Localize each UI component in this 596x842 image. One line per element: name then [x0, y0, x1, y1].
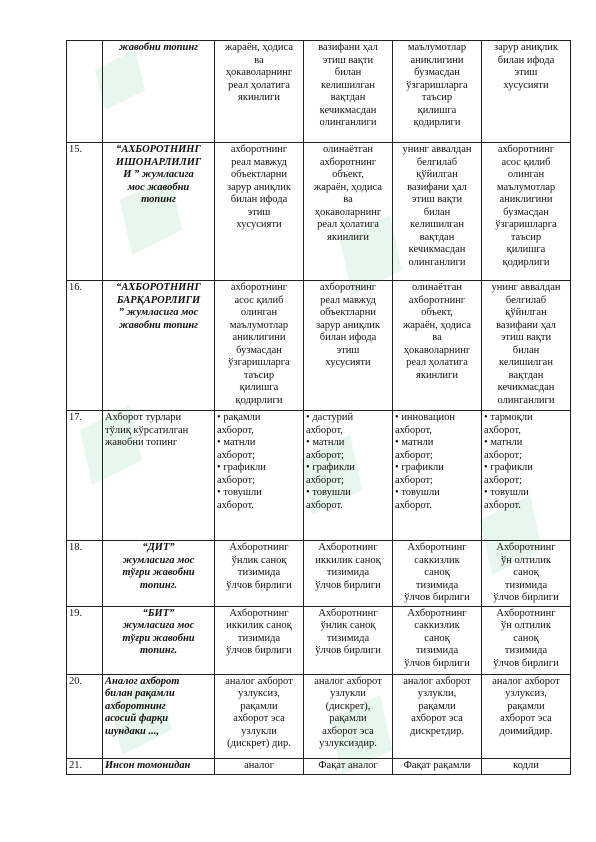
answer-option-4 — [482, 674, 571, 758]
question-number: 15. — [67, 143, 103, 281]
table-row — [67, 606, 571, 674]
answer-line: рақамли — [329, 713, 367, 724]
answer-line: вақтдан — [419, 231, 455, 243]
answer-line: тизимида — [415, 645, 459, 656]
answer-option-1 — [215, 674, 304, 758]
answer-line: ахборотнинг — [408, 294, 466, 306]
answer-option-4 — [482, 541, 571, 607]
answer-line: ўнлик саноқ — [320, 620, 376, 631]
question-line: жавобни топинг — [105, 437, 178, 448]
answer-line: кечикмасдан — [408, 244, 466, 255]
answer-line: • тармоқли — [484, 412, 568, 425]
question-line: билан рақамли — [105, 688, 175, 699]
answer-line: ҳокаволарнинг — [314, 206, 382, 218]
answer-line: олинганлиги — [319, 117, 377, 128]
answer-line: ахборот эса — [233, 713, 285, 724]
answer-option-3 — [393, 758, 482, 774]
answer-line: қилишга — [506, 244, 546, 255]
answer-line: вазифани ҳал — [407, 181, 467, 193]
question-number: 17. — [67, 411, 103, 541]
answer-option-2 — [304, 411, 393, 541]
answer-line: реал ҳолатига — [317, 219, 379, 230]
question-line: “ДИТ” — [142, 542, 175, 553]
answer-line: тизимида — [415, 579, 459, 591]
answer-line: саноқ — [513, 567, 539, 578]
answer-line: ўлчов бирлиги — [493, 592, 559, 603]
answer-option-2 — [304, 758, 393, 774]
answer-line: объектларни — [230, 169, 288, 180]
answer-line: вақтдан — [508, 369, 544, 381]
answer-line: ахборот. — [217, 499, 254, 511]
answer-line: маълумотлар — [229, 319, 289, 331]
answer-line: Ахборотнинг — [496, 542, 556, 553]
question-line: тўғри жавобни — [122, 632, 195, 644]
question-line: Инсон томонидан — [105, 759, 191, 771]
answer-line: келишилган — [410, 219, 464, 230]
table-row — [67, 674, 571, 758]
answer-line: зарур аниқлик — [226, 181, 291, 193]
answer-line: келишилган — [499, 357, 553, 368]
answer-line: объект, — [332, 169, 364, 180]
answer-option-3 — [393, 411, 482, 541]
answer-line: аниклигини — [499, 194, 553, 205]
question-line: топинг. — [139, 579, 178, 591]
answer-line: ўзгаришларга — [406, 79, 468, 91]
answer-line: ва — [432, 332, 442, 343]
answer-line: билан ифода — [319, 332, 377, 343]
answer-line: вақтдан — [330, 92, 366, 103]
answer-line: ўлчов бирлиги — [404, 592, 470, 603]
answer-option-1 — [215, 281, 304, 411]
question-text — [103, 541, 215, 607]
answer-option-3 — [393, 41, 482, 143]
answer-line: ахборотнинг — [319, 282, 377, 293]
question-line: тўғри жавобни — [122, 567, 195, 578]
answer-line: Ахборотнинг — [496, 607, 556, 619]
question-text — [103, 674, 215, 758]
answer-line: доимийдир. — [499, 725, 553, 737]
answer-line: ахборот, — [395, 424, 432, 436]
answer-line: ахборот эса — [500, 713, 552, 724]
answer-line: унинг аввалдан — [402, 144, 472, 155]
answer-option-1 — [215, 758, 304, 774]
answer-line: ахборот эса — [411, 713, 463, 724]
answer-line: асос қилиб — [234, 294, 284, 306]
answer-line: саккизлик — [414, 620, 460, 631]
answer-line: объектларни — [319, 307, 377, 318]
question-line: топинг. — [139, 645, 178, 656]
answer-line: этиш — [247, 206, 271, 218]
answer-line: билан ифода — [497, 54, 555, 66]
answer-line: ахборот, — [306, 424, 343, 436]
answer-line: • графикли — [306, 462, 390, 475]
table-row — [67, 541, 571, 607]
question-line: тўлиқ кўрсатилган — [105, 424, 189, 436]
answer-line: • матнли — [484, 437, 568, 450]
answer-line: саккизлик — [414, 554, 460, 566]
answer-line: ахборотнинг — [230, 144, 288, 155]
answer-line: хусусияти — [325, 357, 371, 368]
question-line: И ” жумласига — [123, 169, 194, 180]
answer-option-3 — [393, 541, 482, 607]
answer-line: реал мавжуд — [320, 294, 376, 306]
answer-line: жараён, ҳодиса — [314, 181, 382, 193]
answer-line: • товушли — [217, 487, 301, 500]
answer-line: узлуксиз, — [238, 688, 280, 699]
question-number: 20. — [67, 674, 103, 758]
answer-line: (дискрет) дир. — [227, 738, 291, 749]
answer-line: якинлиги — [327, 231, 369, 243]
answer-line: ўлчов бирлиги — [226, 645, 292, 656]
answer-line: билан — [334, 67, 362, 78]
answer-line: кечикмасдан — [497, 382, 555, 393]
answer-line: билан — [512, 344, 540, 356]
answer-option-4 — [482, 143, 571, 281]
answer-line: ўлчов бирлиги — [493, 657, 559, 669]
answer-line: • графикли — [484, 462, 568, 475]
question-line: жавобни топинг — [118, 319, 199, 331]
answer-line: олинганлиги — [497, 394, 555, 406]
answer-line: вазифани ҳал — [318, 42, 378, 53]
answer-line: хусусияти — [236, 219, 282, 230]
answer-line: саноқ — [424, 567, 450, 578]
answer-line: олинаётган — [411, 282, 463, 293]
answer-line: билан ифода — [230, 194, 288, 205]
answer-line: • дастурий — [306, 412, 390, 425]
answer-line: ўлчов бирлиги — [315, 645, 381, 656]
answer-line: олинаётган — [322, 144, 374, 155]
answer-line: белгилаб — [505, 294, 547, 306]
answer-option-4 — [482, 281, 571, 411]
question-text — [103, 281, 215, 411]
answer-option-2 — [304, 606, 393, 674]
question-line: ахборотнинг — [105, 700, 166, 712]
answer-line: реал мавжуд — [231, 156, 287, 168]
answer-line: ахборот, — [217, 424, 254, 436]
answer-line: бузмасдан — [236, 344, 282, 356]
answer-line: узлукли, — [417, 688, 457, 699]
answer-line: саноқ — [424, 632, 450, 644]
answer-line: ахборот. — [395, 499, 432, 511]
answer-line: ахборотнинг — [319, 156, 377, 168]
answer-line: ўзгаришларга — [495, 219, 557, 230]
answer-line: ахборот; — [395, 474, 433, 486]
table-row — [67, 758, 571, 774]
answer-line: олинганлиги — [408, 256, 466, 268]
answer-line: келишилган — [321, 79, 375, 91]
answer-line: ахборот; — [306, 449, 344, 461]
answer-line: зарур аниқлик — [315, 319, 380, 331]
answer-line: ахборот; — [217, 449, 255, 461]
answer-line: зарур аниқлик — [493, 42, 558, 53]
answer-line: реал ҳолатига — [406, 357, 468, 368]
answer-line: дискретдир. — [410, 725, 464, 737]
answer-line: аналог — [244, 759, 274, 771]
answer-line: унинг аввалдан — [491, 282, 561, 293]
answer-line: таъсир — [421, 92, 453, 103]
question-line: мос жавобни — [127, 181, 190, 193]
answer-line: аналог ахборот — [225, 675, 293, 687]
answer-line: ҳокаволарнинг — [225, 67, 293, 78]
table-row — [67, 41, 571, 143]
answer-line: этиш вақти — [500, 332, 552, 343]
answer-line: тизимида — [504, 645, 548, 656]
answer-line: • товушли — [484, 487, 568, 500]
answer-line: вазифани ҳал — [496, 319, 556, 331]
answer-line: якинлиги — [416, 369, 458, 381]
answer-line: объект, — [421, 307, 453, 318]
answer-line: ўлчов бирлиги — [226, 579, 292, 591]
answer-line: белгилаб — [416, 156, 458, 168]
answer-line: рақамли — [507, 700, 545, 712]
question-line: топинг — [141, 194, 176, 205]
answer-option-3 — [393, 281, 482, 411]
answer-line: қилишга — [239, 382, 279, 393]
answer-line: ўнлик саноқ — [231, 554, 287, 566]
answer-line: этиш — [514, 67, 538, 78]
answer-line: ахборот. — [484, 499, 521, 511]
questions-table — [66, 40, 571, 775]
table-row — [67, 411, 571, 541]
answer-line: саноқ — [513, 632, 539, 644]
answer-line: узлуксиз, — [505, 688, 547, 699]
answer-line: ахборотнинг — [230, 282, 288, 293]
answer-option-3 — [393, 674, 482, 758]
answer-option-1 — [215, 606, 304, 674]
question-text — [103, 41, 215, 143]
answer-line: олинган — [240, 307, 278, 318]
answer-option-4 — [482, 758, 571, 774]
answer-line: ахборот; — [484, 474, 522, 486]
answer-line: ахборот; — [217, 474, 255, 486]
answer-line: Фақат рақамли — [403, 759, 471, 771]
answer-line: иккилик саноқ — [226, 620, 292, 631]
answer-line: ўн олтилик — [500, 620, 551, 631]
answer-line: тизимида — [237, 567, 281, 578]
answer-line: ахборот эса — [322, 725, 374, 737]
answer-line: Ахборотнинг — [229, 542, 289, 553]
answer-line: ахборот; — [395, 449, 433, 461]
answer-line: тизимида — [237, 632, 281, 644]
question-number: 21. — [67, 758, 103, 774]
question-line: жавобни топинг — [118, 42, 199, 53]
answer-line: бузмасдан — [414, 67, 460, 78]
answer-line: ахборот, — [484, 424, 521, 436]
answer-line: ўлчов бирлиги — [404, 657, 470, 669]
question-line: жумласига мос — [122, 554, 195, 566]
answer-line: ва — [343, 194, 353, 205]
answer-line: • инновацион — [395, 412, 479, 425]
answer-option-1 — [215, 143, 304, 281]
question-line: “АХБОРОТНИНГ — [116, 282, 201, 293]
answer-line: • рақамли — [217, 412, 301, 425]
answer-line: бузмасдан — [503, 206, 549, 218]
answer-option-1 — [215, 411, 304, 541]
answer-line: (дискрет), — [325, 700, 371, 712]
answer-line: Ахборотнинг — [318, 607, 378, 619]
answer-line: • матнли — [306, 437, 390, 450]
answer-line: Ахборотнинг — [318, 542, 378, 553]
answer-line: Ахборотнинг — [407, 542, 467, 553]
answer-line: якинлиги — [238, 92, 280, 103]
answer-line: аналог ахборот — [403, 675, 471, 687]
question-text — [103, 411, 215, 541]
answer-line: узлукли — [330, 688, 366, 699]
question-text — [103, 606, 215, 674]
question-line: “БИТ” — [142, 607, 175, 619]
answer-line: аниклигини — [232, 332, 286, 343]
answer-line: этиш вақти — [322, 54, 374, 66]
answer-option-2 — [304, 41, 393, 143]
question-number: 19. — [67, 606, 103, 674]
answer-line: этиш — [336, 344, 360, 356]
answer-line: қодирлиги — [235, 394, 283, 406]
question-line: “АХБОРОТНИНГ — [116, 144, 201, 155]
answer-line: ва — [254, 54, 264, 66]
answer-line: • матнли — [395, 437, 479, 450]
answer-line: хусусияти — [503, 79, 549, 91]
answer-line: • товушли — [395, 487, 479, 500]
question-line: БАРҚАРОРЛИГИ — [116, 294, 201, 306]
answer-line: жараён, ҳодиса — [225, 42, 293, 53]
answer-line: ахборотнинг — [497, 144, 555, 155]
answer-line: маълумотлар — [407, 42, 467, 53]
answer-line: асос қилиб — [501, 156, 551, 168]
answer-line: ахборот; — [484, 449, 522, 461]
answer-line: узлукли — [241, 725, 277, 737]
question-line: ” жумласига мос — [118, 307, 199, 318]
answer-line: ўзгаришларга — [228, 357, 290, 368]
answer-option-1 — [215, 541, 304, 607]
answer-line: кечикмасдан — [319, 104, 377, 116]
question-number — [67, 41, 103, 143]
question-number: 18. — [67, 541, 103, 607]
answer-option-3 — [393, 143, 482, 281]
question-text — [103, 143, 215, 281]
answer-line: қилишга — [417, 104, 457, 116]
answer-line: аналог ахборот — [314, 675, 382, 687]
answer-line: тизимида — [326, 567, 370, 578]
answer-option-2 — [304, 143, 393, 281]
answer-line: Ахборотнинг — [229, 607, 289, 619]
answer-line: иккилик саноқ — [315, 554, 381, 566]
answer-line: жараён, ҳодиса — [403, 319, 471, 331]
answer-option-2 — [304, 674, 393, 758]
answer-line: реал ҳолатига — [228, 79, 290, 91]
answer-line: ахборот; — [306, 474, 344, 486]
answer-line: таъсир — [510, 231, 542, 243]
answer-line: узлуксиздир. — [319, 738, 377, 749]
answer-line: тизимида — [326, 632, 370, 644]
question-line: Аналог ахборот — [105, 675, 180, 687]
answer-line: қўйилган — [505, 307, 547, 318]
answer-line: кодли — [513, 759, 539, 771]
answer-line: этиш вақти — [411, 194, 463, 205]
question-line: шундаки ..., — [105, 725, 159, 737]
answer-line: рақамли — [418, 700, 456, 712]
answer-line: ўн олтилик — [500, 554, 551, 566]
question-number: 16. — [67, 281, 103, 411]
answer-line: қодирлиги — [502, 256, 550, 268]
answer-line: билан — [423, 206, 451, 218]
answer-line: ҳокаволарнинг — [403, 344, 471, 356]
table-row — [67, 143, 571, 281]
answer-line: қодирлиги — [413, 117, 461, 128]
answer-line: • графикли — [217, 462, 301, 475]
answer-line: Ахборотнинг — [407, 607, 467, 619]
answer-line: • матнли — [217, 437, 301, 450]
answer-line: • графикли — [395, 462, 479, 475]
table-row — [67, 281, 571, 411]
answer-option-4 — [482, 41, 571, 143]
answer-option-2 — [304, 541, 393, 607]
answer-option-4 — [482, 411, 571, 541]
answer-option-3 — [393, 606, 482, 674]
answer-line: қўйилган — [416, 169, 458, 180]
answer-line: ахборот. — [306, 499, 343, 511]
question-line: ИШОНАРЛИЛИГ — [115, 156, 202, 168]
answer-line: • товушли — [306, 487, 390, 500]
answer-line: таъсир — [243, 369, 275, 381]
answer-line: Фақат аналог — [318, 759, 378, 771]
answer-line: олинган — [507, 169, 545, 180]
answer-option-4 — [482, 606, 571, 674]
question-line: Ахборот турлари — [105, 412, 182, 423]
answer-line: тизимида — [504, 579, 548, 591]
answer-line: аналог ахборот — [492, 675, 560, 687]
answer-option-2 — [304, 281, 393, 411]
question-text — [103, 758, 215, 774]
answer-line: рақамли — [240, 700, 278, 712]
question-line: жумласига мос — [122, 620, 195, 631]
question-line: асосий фарқи — [105, 713, 169, 724]
answer-line: маълумотлар — [496, 181, 556, 193]
answer-option-1 — [215, 41, 304, 143]
answer-line: аниклигини — [410, 54, 464, 66]
answer-line: ўлчов бирлиги — [315, 579, 381, 591]
